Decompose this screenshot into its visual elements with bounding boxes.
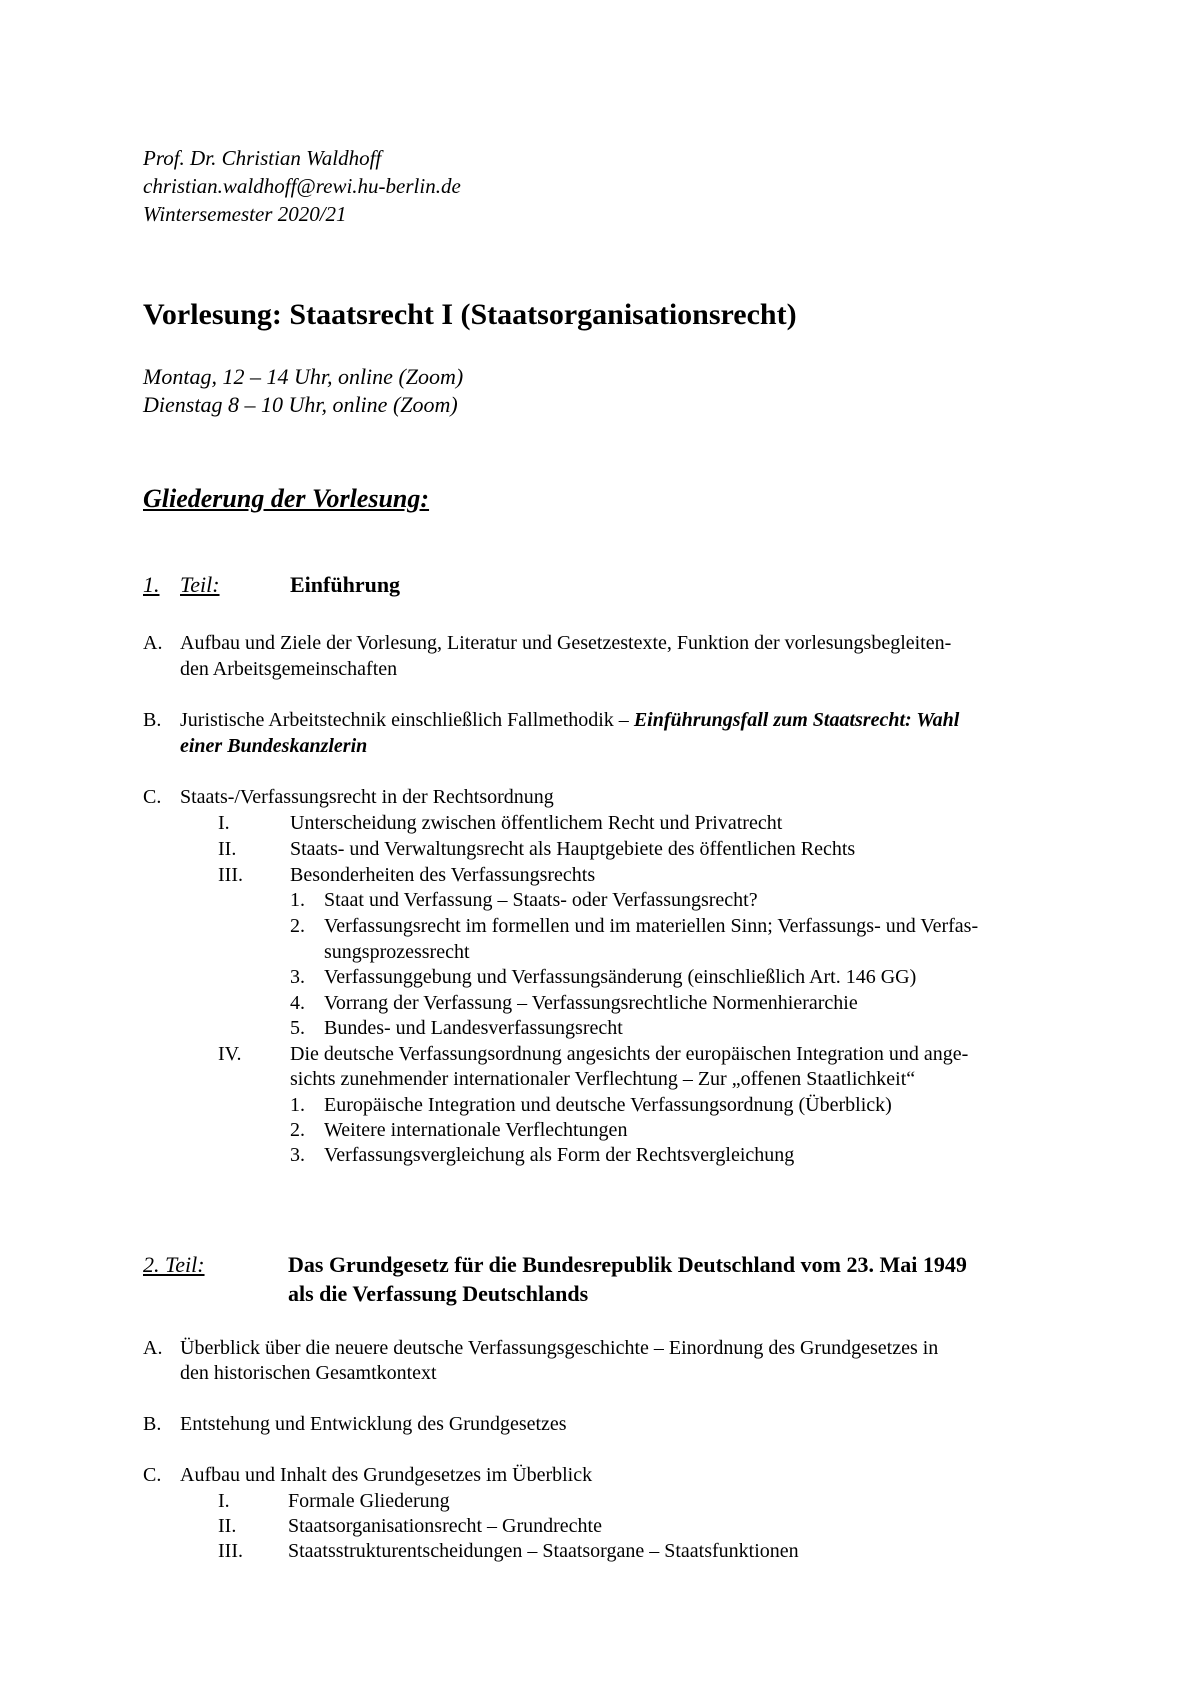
teil1-C-I-num: I. (218, 812, 230, 834)
list-item-continuation: sungsprozessrecht (324, 941, 470, 963)
list-item: Verfassungsvergleichung als Form der Rechtsvergleichung (324, 1144, 795, 1166)
teil2-title-line2: als die Verfassung Deutschlands (288, 1281, 589, 1306)
list-item-number: 1. (290, 889, 305, 911)
list-item-number: 5. (290, 1017, 305, 1039)
teil1-C-IV-line1: Die deutsche Verfassungsordnung angesichts der europäischen Integration und ange- (290, 1043, 969, 1065)
list-item-number: 2. (290, 915, 305, 937)
author-name: Prof. Dr. Christian Waldhoff (143, 146, 382, 170)
page-title: Vorlesung: Staatsrecht I (Staatsorganisationsrecht) (143, 298, 797, 331)
teil1-C-IV-line2: sichts zunehmender internationaler Verflechtung – Zur „offenen Staatlichkeit“ (290, 1068, 916, 1090)
teil1-C-IV-num: IV. (218, 1043, 242, 1065)
teil1-A-letter: A. (143, 632, 163, 654)
teil2-A-line2: den historischen Gesamtkontext (180, 1362, 437, 1384)
list-item: Vorrang der Verfassung – Verfassungsrechtliche Normenhierarchie (324, 992, 858, 1014)
list-item-number: 2. (290, 1119, 305, 1141)
teil2-B-text: Entstehung und Entwicklung des Grundgesetzes (180, 1413, 567, 1435)
teil2-C-text: Aufbau und Inhalt des Grundgesetzes im Überblick (180, 1464, 593, 1486)
teil1-title: Einführung (290, 572, 401, 597)
list-item: Staat und Verfassung – Staats- oder Verfassungsrecht? (324, 889, 758, 911)
teil2-label: 2. Teil: (143, 1252, 205, 1277)
teil1-B-letter: B. (143, 709, 162, 731)
list-item-number: I. (218, 1490, 230, 1512)
list-item: Verfassungsrecht im formellen und im materiellen Sinn; Verfassungs- und Verfas- (324, 915, 979, 937)
teil1-label: Teil: (180, 572, 220, 597)
teil2-B-letter: B. (143, 1413, 162, 1435)
teil1-C-III-text: Besonderheiten des Verfassungsrechts (290, 864, 596, 886)
teil1-C-letter: C. (143, 786, 162, 808)
teil1-B-plain-text: Juristische Arbeitstechnik einschließlich Fallmethodik – (180, 709, 634, 731)
teil1-A-line1: Aufbau und Ziele der Vorlesung, Literatur und Gesetzestexte, Funktion der vorlesungsbegleiten- (180, 632, 952, 654)
list-item-number: 3. (290, 1144, 305, 1166)
list-item: Staatsorganisationsrecht – Grundrechte (288, 1515, 602, 1537)
teil2-A-letter: A. (143, 1337, 163, 1359)
list-item-number: III. (218, 1540, 243, 1562)
teil1-C-text: Staats-/Verfassungsrecht in der Rechtsordnung (180, 786, 554, 808)
list-item-number: 1. (290, 1094, 305, 1116)
teil1-B-line1 (180, 707, 959, 733)
list-item-number: 4. (290, 992, 305, 1014)
outline-heading: Gliederung der Vorlesung: (143, 484, 430, 513)
teil2-A-line1: Überblick über die neuere deutsche Verfassungsgeschichte – Einordnung des Grundgesetzes in (180, 1337, 939, 1359)
schedule-tuesday: Dienstag 8 – 10 Uhr, online (Zoom) (143, 392, 458, 417)
teil2-title-line1: Das Grundgesetz für die Bundesrepublik Deutschland vom 23. Mai 1949 (288, 1252, 967, 1277)
list-item: Europäische Integration und deutsche Verfassungsordnung (Überblick) (324, 1094, 892, 1116)
list-item-number: II. (218, 1515, 237, 1537)
list-item: Weitere internationale Verflechtungen (324, 1119, 628, 1141)
list-item: Formale Gliederung (288, 1490, 450, 1512)
teil2-C-letter: C. (143, 1464, 162, 1486)
author-email: christian.waldhoff@rewi.hu-berlin.de (143, 174, 461, 198)
list-item: Bundes- und Landesverfassungsrecht (324, 1017, 623, 1039)
teil1-C-II-text: Staats- und Verwaltungsrecht als Hauptgebiete des öffentlichen Rechts (290, 838, 856, 860)
teil1-B-line2: einer Bundeskanzlerin (180, 735, 368, 757)
teil1-A-line2: den Arbeitsgemeinschaften (180, 658, 398, 680)
teil1-C-III-num: III. (218, 864, 243, 886)
list-item-number: 3. (290, 966, 305, 988)
list-item: Verfassunggebung und Verfassungsänderung (einschließlich Art. 146 GG) (324, 966, 917, 988)
list-item: Staatsstrukturentscheidungen – Staatsorgane – Staatsfunktionen (288, 1540, 799, 1562)
teil1-B-bold-text: Einführungsfall zum Staatsrecht: Wahl (633, 709, 960, 731)
teil1-number: 1. (143, 572, 160, 597)
teil1-C-I-text: Unterscheidung zwischen öffentlichem Recht und Privatrecht (290, 812, 783, 834)
teil1-C-II-num: II. (218, 838, 237, 860)
schedule-monday: Montag, 12 – 14 Uhr, online (Zoom) (143, 364, 464, 389)
semester: Wintersemester 2020/21 (143, 202, 347, 226)
